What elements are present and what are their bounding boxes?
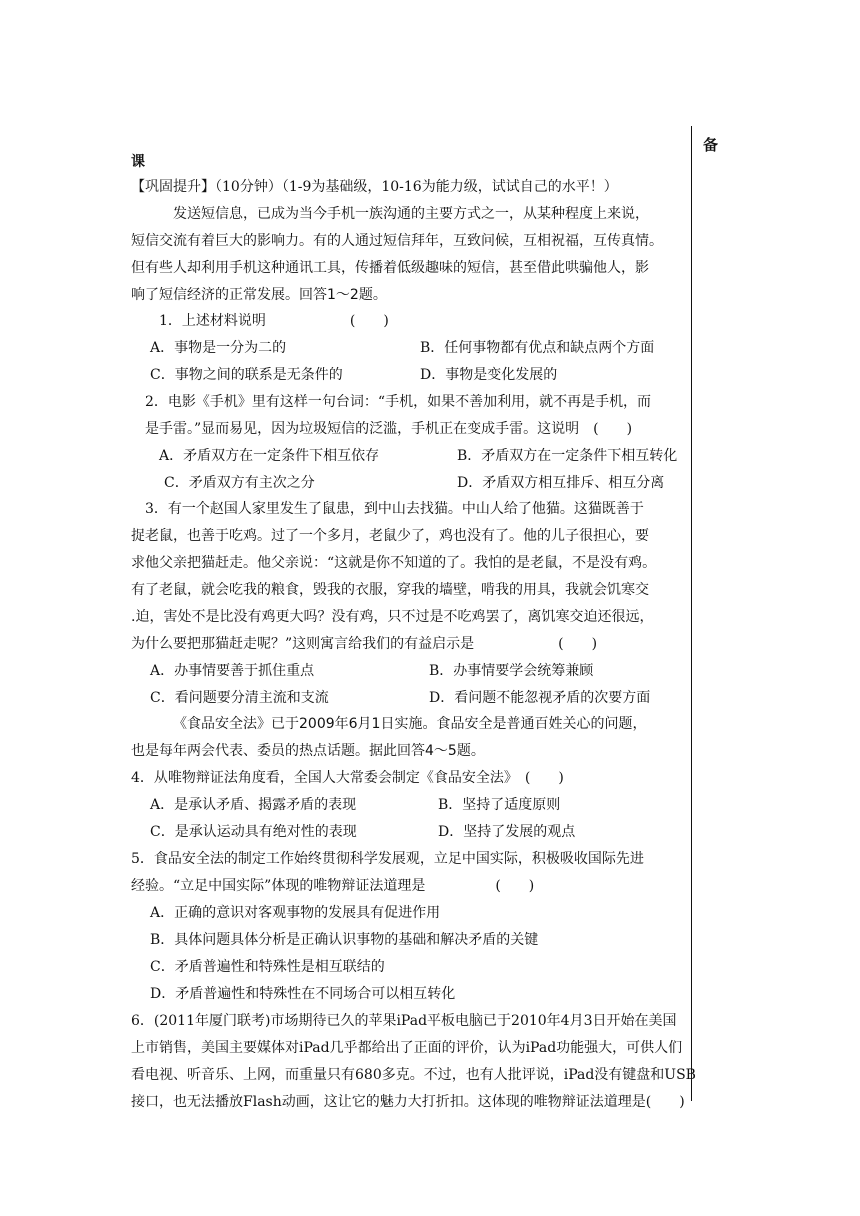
question-1-option-a: A．事物是一分为二的 (150, 340, 287, 356)
section-heading-char: 课 (131, 154, 145, 170)
question-2-stem: 是手雷。”显而易见，因为垃圾短信的泛滥，手机正在变成手雷。这说明 ( ) (145, 421, 633, 437)
question-4-option-d: D．坚持了发展的观点 (438, 824, 576, 840)
question-3-stem: 3．有一个赵国人家里发生了鼠患，到中山去找猫。中山人给了他猫。这猫既善于 (145, 501, 644, 517)
question-5-option-d: D．矛盾普遍性和特殊性在不同场合可以相互转化 (150, 986, 456, 1002)
passage-1-line: 发送短信息，已成为当今手机一族沟通的主要方式之一，从某种程度上来说， (173, 206, 649, 222)
question-3-stem: 为什么要把那猫赶走呢？”这则寓言给我们的有益启示是 ( ) (131, 636, 598, 652)
passage-2-line: 《食品安全法》已于2009年6月1日实施。食品安全是普通百姓关心的问题， (173, 716, 647, 732)
question-1-option-d: D．事物是变化发展的 (420, 367, 558, 383)
question-2-option-c: C．矛盾双方有主次之分 (164, 475, 315, 491)
question-2-option-d: D．矛盾双方相互排斥、相互分离 (457, 475, 665, 491)
question-2-option-b: B．矛盾双方在一定条件下相互转化 (457, 448, 678, 464)
question-3-option-b: B．办事情要学会统筹兼顾 (429, 663, 594, 679)
question-3-option-a: A．办事情要善于抓住重点 (150, 663, 315, 679)
question-4-option-b: B．坚持了适度原则 (438, 797, 561, 813)
section-title: 【巩固提升】（10分钟）（1-9为基础级，10-16为能力级，试试自己的水平！） (131, 179, 618, 195)
question-4-option-a: A．是承认矛盾、揭露矛盾的表现 (150, 797, 357, 813)
passage-1-line: 但有些人却利用手机这种通讯工具，传播着低级趣味的短信，甚至借此哄骗他人，影 (131, 260, 649, 276)
question-1-option-b: B．任何事物都有优点和缺点两个方面 (420, 340, 655, 356)
margin-note: 备 (703, 136, 719, 154)
question-5-option-a: A．正确的意识对客观事物的发展具有促进作用 (150, 905, 441, 921)
question-5-stem: 5．食品安全法的制定工作始终贯彻科学发展观，立足中国实际，积极吸收国际先进 (131, 851, 644, 867)
question-1-stem: 1．上述材料说明 ( ) (159, 313, 389, 329)
question-4-stem: 4．从唯物辩证法角度看，全国人大常委会制定《食品安全法》 ( ) (131, 770, 564, 786)
question-6-stem: 看电视、听音乐、上网，而重量只有680多克。不过，也有人批评说，iPad没有键盘和USB (131, 1067, 696, 1083)
question-3-stem: 求他父亲把猫赶走。他父亲说：“这就是你不知道的了。我怕的是老鼠，不是没有鸡。 (131, 555, 657, 571)
question-6-stem: 接口，也无法播放Flash动画，这让它的魅力大打折扣。这体现的唯物辩证法道理是( ) (131, 1094, 685, 1110)
question-5-option-b: B．具体问题具体分析是正确认识事物的基础和解决矛盾的关键 (150, 932, 539, 948)
question-6-stem: 上市销售，美国主要媒体对iPad几乎都给出了正面的评价，认为iPad功能强大，可供人们 (131, 1040, 683, 1056)
passage-2-line: 也是每年两会代表、委员的热点话题。据此回答4～5题。 (131, 743, 485, 759)
question-3-option-d: D．看问题不能忽视矛盾的次要方面 (429, 690, 651, 706)
question-3-stem: 捉老鼠，也善于吃鸡。过了一个多月，老鼠少了，鸡也没有了。他的儿子很担心，要 (131, 528, 649, 544)
passage-1-line: 短信交流有着巨大的影响力。有的人通过短信拜年，互致问候，互相祝福，互传真情。 (131, 233, 663, 249)
margin-divider-line (691, 126, 692, 1101)
question-3-stem: 有了老鼠，就会吃我的粮食，毁我的衣服，穿我的墙壁，啃我的用具，我就会饥寒交 (131, 582, 649, 598)
question-6-stem: 6．(2011年厦门联考)市场期待已久的苹果iPad平板电脑已于2010年4月3日开始在美国 (131, 1013, 677, 1029)
question-2-stem: 2．电影《手机》里有这样一句台词：“手机，如果不善加利用，就不再是手机，而 (145, 394, 652, 410)
question-3-option-c: C．看问题要分清主流和支流 (150, 690, 329, 706)
question-5-option-c: C．矛盾普遍性和特殊性是相互联结的 (150, 959, 385, 975)
question-5-stem: 经验。“立足中国实际”体现的唯物辩证法道理是 ( ) (131, 878, 535, 894)
question-3-stem: .迫，害处不是比没有鸡更大吗？没有鸡，只不过是不吃鸡罢了，离饥寒交迫还很远， (131, 609, 654, 625)
question-1-option-c: C．事物之间的联系是无条件的 (150, 367, 343, 383)
question-4-option-c: C．是承认运动具有绝对性的表现 (150, 824, 357, 840)
question-2-option-a: A．矛盾双方在一定条件下相互依存 (159, 448, 380, 464)
passage-1-line: 响了短信经济的正常发展。回答1～2题。 (131, 287, 387, 303)
